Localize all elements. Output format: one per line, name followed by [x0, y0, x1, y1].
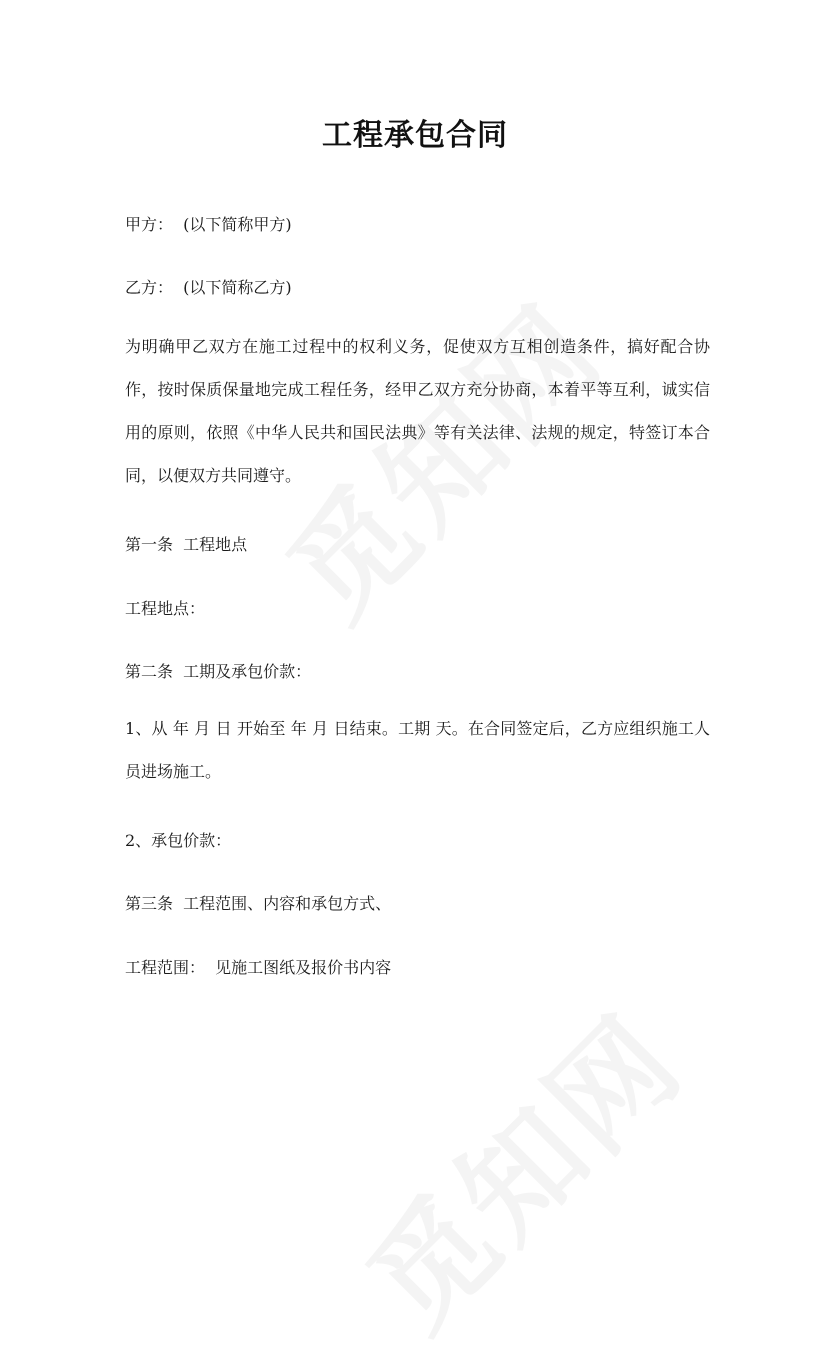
preamble-paragraph: 为明确甲乙双方在施工过程中的权利义务，促使双方互相创造条件，搞好配合协作，按时保质保量地完成工程任务，经甲乙双方充分协商，本着平等互利，诚实信用的原则，依照《中华人民共和国民法典》等有关法律、法规的规定，特签订本合同，以便双方共同遵守。	[125, 337, 710, 485]
article3-scope: 工程范围： 见施工图纸及报价书内容	[125, 958, 392, 977]
article2-heading: 第二条 工期及承包价款：	[125, 662, 312, 681]
article3-heading: 第三条 工程范围、内容和承包方式、	[125, 894, 392, 913]
party-b-line: 乙方： (以下简称乙方)	[125, 278, 292, 297]
document-title: 工程承包合同	[322, 118, 508, 153]
article1-heading: 第一条 工程地点	[125, 535, 248, 554]
article2-item2: 2、承包价款：	[125, 831, 232, 850]
article1-location: 工程地点：	[125, 599, 206, 618]
article2-item1: 1、从 年 月 日 开始至 年 月 日结束。工期 天。在合同签定后，乙方应组织施工人员进场施工。	[125, 719, 710, 781]
party-a-line: 甲方： (以下简称甲方)	[125, 215, 292, 234]
watermark-bottom	[325, 972, 714, 1360]
